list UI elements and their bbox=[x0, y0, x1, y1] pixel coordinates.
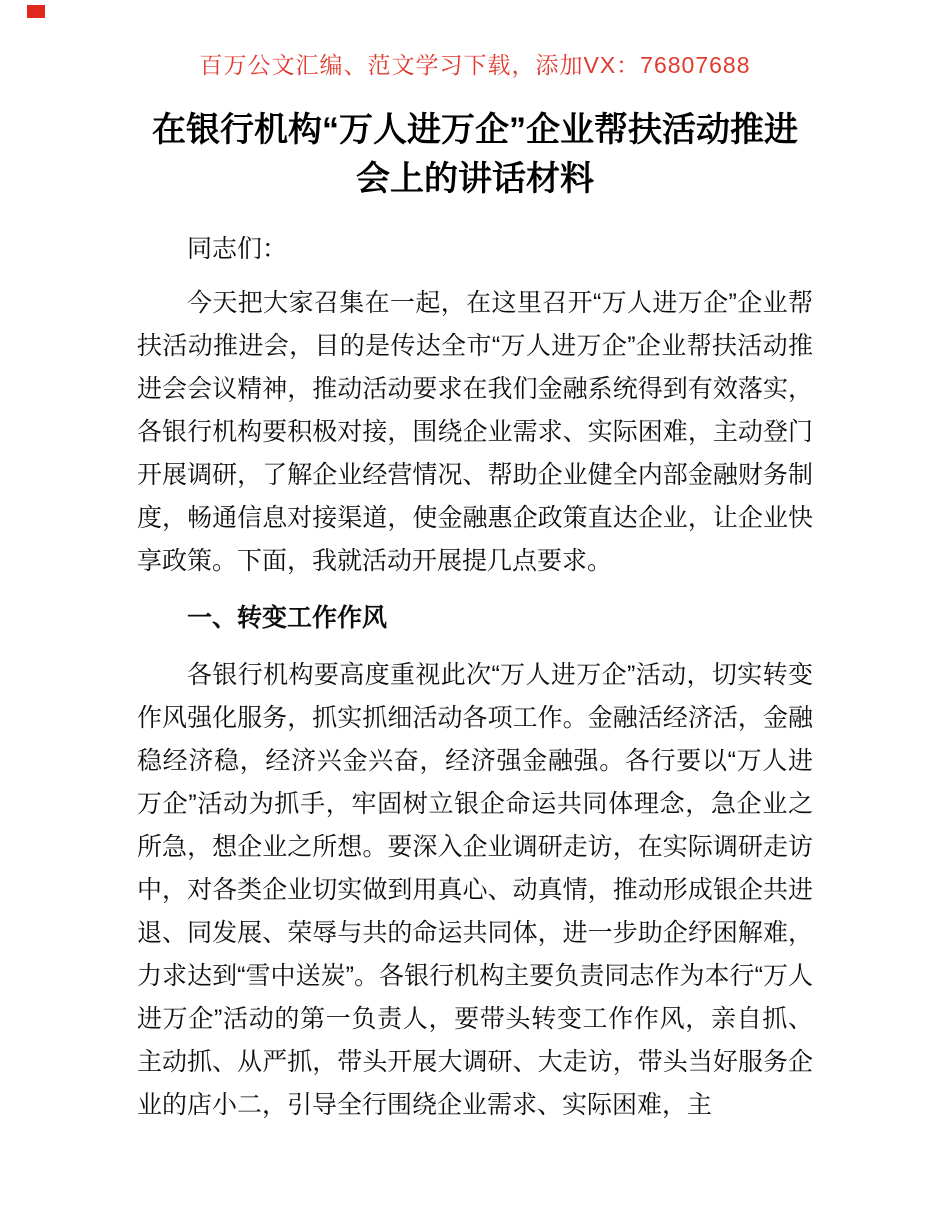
red-corner-marker bbox=[27, 5, 45, 18]
body-paragraph: 今天把大家召集在一起，在这里召开“万人进万企”企业帮扶活动推进会，目的是传达全市“万人进万企”企业帮扶活动推进会会议精神，推动活动要求在我们金融系统得到有效落实，各银行机构要积极对接，围绕企业需求、实际困难，主动登门开展调研，了解企业经营情况、帮助企业健全内部金融财务制度，畅通信息对接渠道，使金融惠企政策直达企业，让企业快享政策。下面，我就活动开展提几点要求。 bbox=[137, 289, 813, 575]
promo-banner-text: 百万公文汇编、范文学习下载，添加VX：76807688 bbox=[199, 52, 751, 78]
body-paragraph: 各银行机构要高度重视此次“万人进万企”活动，切实转变作风强化服务，抓实抓细活动各项工作。金融活经济活，金融稳经济稳，经济兴金兴奋，经济强金融强。各行要以“万人进万企”活动为抓手，牢固树立银企命运共同体理念，急企业之所急，想企业之所想。要深入企业调研走访，在实际调研走访中，对各类企业切实做到用真心、动真情，推动形成银企共进退、同发展、荣辱与共的命运共同体，进一步助企纾困解难，力求达到“雪中送炭”。各银行机构主要负责同志作为本行“万人进万企”活动的第一负责人，要带头转变工作作风，亲自抓、主动抓、从严抓，带头开展大调研、大走访，带头当好服务企业的店小二，引导全行围绕企业需求、实际困难，主 bbox=[137, 661, 813, 1119]
section-heading: 一、转变工作作风 bbox=[187, 604, 388, 632]
document-content bbox=[137, 106, 813, 1127]
document-title: 在银行机构“万人进万企”企业帮扶活动推进会上的讲话材料 bbox=[152, 111, 798, 198]
promo-banner bbox=[0, 50, 950, 80]
salutation-paragraph: 同志们： bbox=[187, 235, 288, 263]
